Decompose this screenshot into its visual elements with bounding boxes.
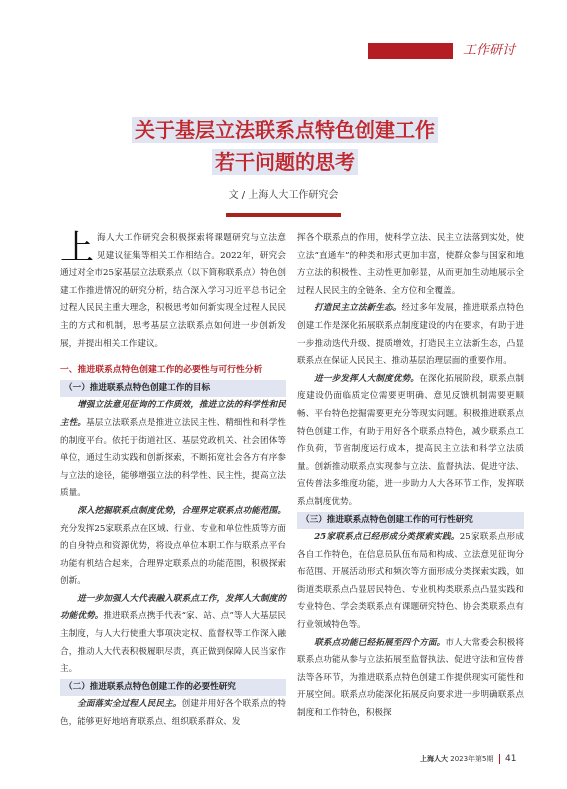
paragraph: 全面落实全过程人民民主。创建并用好各个联系点的特色，能够更好地培育联系点、组织联系群众、发 <box>60 699 286 728</box>
section-tag-bar <box>368 43 453 59</box>
page-footer <box>420 754 550 764</box>
paragraph: 增强立法意见征询的工作质效，推进立法的科学性和民主性。基层立法联系点是推进立法民主性、精细性和科学性的制度平台。依托于街道社区、基层党政机关、社会团体等单位，通过生动实践和创新探索，不断拓宽社会各方有序参与立法的途径，能够增强立法的科学性、民主性，提高立法质量。 <box>60 400 286 499</box>
section-heading-1: 一、推进联系点特色创建工作的必要性与可行性分析 <box>60 365 263 376</box>
issue-label: 2023年第5期 <box>450 755 494 763</box>
right-column <box>297 230 524 723</box>
paragraph: 挥各个联系点的作用，使科学立法、民主立法落到实处，使立法“直通车”的种类和形式更加丰富，使群众参与国家和地方立法的积极性、主动性更加彰显，从而更加生动地展示全过程人民民主的全链条、全方位和全覆盖。 <box>297 233 524 296</box>
left-column <box>60 230 286 732</box>
paragraph: 进一步加强人大代表融入联系点工作，发挥人大制度的功能优势。推进联系点携手代表“家、站、点”等人大基层民主制度，与人大行使重大事项决定权、监督权等工作深入融合，推动人大代表积极履职尽责，真正做到保障人民当家作主。 <box>60 593 286 675</box>
paragraph: 打造民主立法新生态。经过多年发展，推进联系点特色创建工作是深化拓展联系点制度建设的内在要求，有助于进一步推动迭代升级、提质增效，打造民主立法新生态，凸显联系点在保证人民民主、推动基层治理层面的重要作用。 <box>297 303 524 367</box>
subheading-necessity: （二）推进联系点特色创建工作的必要性研究 <box>60 679 286 697</box>
section-tag <box>368 43 558 59</box>
publication-name: 上海人大 <box>420 755 448 763</box>
drop-cap: 上 <box>60 228 94 268</box>
page-number: 41 <box>504 754 517 764</box>
article-title-line1: 关于基层立法联系点特色创建工作 <box>60 114 510 143</box>
byline: 文 / 上海人大工作研究会 <box>228 190 339 201</box>
paragraph: 联系点功能已经拓展至四个方面。市人大常委会积极将联系点功能从参与立法拓展至监督执法、促进守法和宣传普法等各环节，为推进联系点特色创建工作提供现实可能性和开展空间。联系点功能深化拓展反向要求进一步明确联系点制度和工作特色，积极探 <box>297 637 524 719</box>
section-label: 工作研讨 <box>463 43 516 58</box>
paragraph: 进一步发挥人大制度优势。在深化拓展阶段，联系点制度建设仍面临质定位需要更明确、意见反馈机制需要更顺畅、平台特色挖掘需要更充分等现实问题。积极推进联系点特色创建工作，有助于用好各个联系点特色，减少联系点工作负荷，节省制度运行成本，提高民主立法和科学立法质量。创新推动联系点实现参与立法、监督执法、促进守法、宣传普法多维度功能，进一步助力人大各环节工作，发挥联系点制度优势。 <box>297 373 524 507</box>
subheading-feasibility: （三）推进联系点特色创建工作的可行性研究 <box>297 512 524 530</box>
footer-separator <box>499 754 500 764</box>
subheading-goal: （一）推进联系点特色创建工作的目标 <box>60 380 286 398</box>
paragraph: 25家联系点已经形成分类探索实践。25家联系点形成各自工作特色，在信息员队伍布局和构成、立法意见征询分布范围、开展活动形式和频次等方面形成分类探索实践，如街道类联系点凸显居民特色、专业机构类联系点凸显实践和专业特色、学会类联系点有课题研究特色、协会类联系点有行业领域特色等。 <box>297 532 525 631</box>
intro-paragraph: 上海人大工作研究会积极探索将课题研究与立法意见建议征集等相关工作相结合。2022年，研究会通过对全市25家基层立法联系点（以下简称联系点）特色创建工作推进情况的研究分析，结合深入学习习近平总书记全过程人民民主重大理念，积极思考如何新实现全过程人民民主的方式和机制，思考基层立法联系点如何进一步创新发展，并提出相关工作建议。 <box>60 228 286 349</box>
title-divider <box>226 213 341 217</box>
paragraph: 深入挖掘联系点制度优势，合理界定联系点功能范围。充分发挥25家联系点在区域、行业、专业和单位性质等方面的自身特点和资源优势，将设点单位本职工作与联系点平台功能有机结合起来，合理界定联系点的功能范围，积极探索创新。 <box>60 505 286 587</box>
article-title-line2: 若干问题的思考 <box>60 146 510 175</box>
